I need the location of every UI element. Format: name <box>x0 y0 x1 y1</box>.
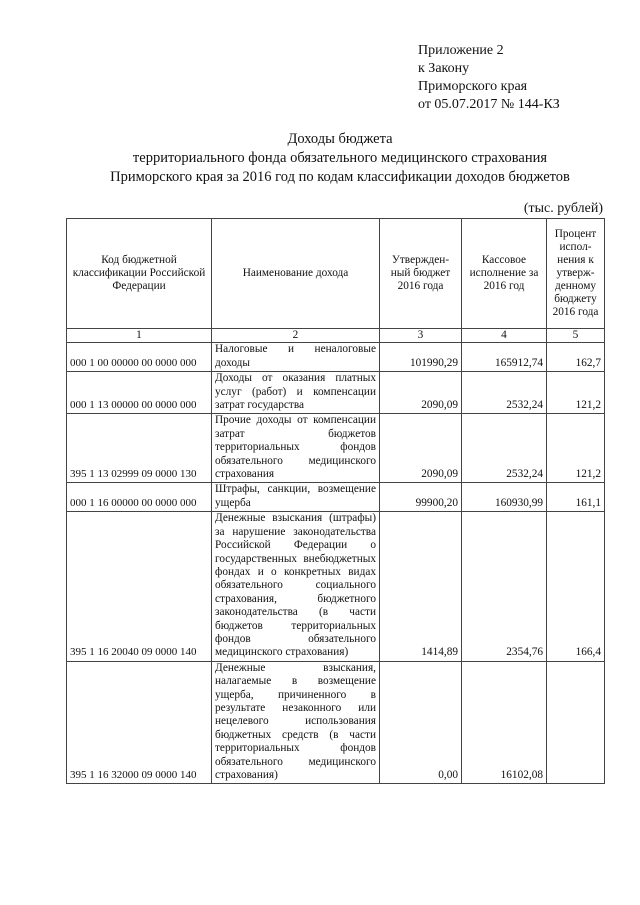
cell-cash: 2532,24 <box>462 414 547 483</box>
appendix-line: от 05.07.2017 № 144-КЗ <box>418 97 560 112</box>
cell-code: 000 1 00 00000 00 0000 000 <box>67 343 212 372</box>
appendix-line: к Закону <box>418 61 470 76</box>
cell-code: 395 1 16 20040 09 0000 140 <box>67 512 212 661</box>
cell-percent <box>547 661 605 784</box>
column-numbers-row <box>67 329 605 343</box>
cell-name: Доходы от оказания платных услуг (работ) и компенсации затрат государства <box>212 372 380 414</box>
column-number: 2 <box>212 329 380 343</box>
header-cash: Кассовое исполнение за 2016 год <box>462 219 547 329</box>
cell-percent: 161,1 <box>547 483 605 512</box>
header-name: Наименование дохода <box>212 219 380 329</box>
cell-name: Штрафы, санкции, возмещение ущерба <box>212 483 380 512</box>
appendix-header <box>418 42 560 114</box>
title-line: Доходы бюджета <box>287 131 393 147</box>
cell-name: Денежные взыскания, налагаемые в возмещение ущерба, причиненного в результате незаконного или нецелевого использования бюджетных средств (в части территориальных фондов обязательного медицинского страхования) <box>212 661 380 784</box>
column-number: 1 <box>67 329 212 343</box>
table-row <box>67 414 605 483</box>
header-code: Код бюджетной классификации Российской Федерации <box>67 219 212 329</box>
table-row <box>67 343 605 372</box>
table-row <box>67 372 605 414</box>
cell-code: 000 1 13 00000 00 0000 000 <box>67 372 212 414</box>
table-row <box>67 661 605 784</box>
cell-approved: 101990,29 <box>380 343 462 372</box>
cell-percent: 121,2 <box>547 372 605 414</box>
column-number: 3 <box>380 329 462 343</box>
cell-cash: 16102,08 <box>462 661 547 784</box>
cell-name: Налоговые и неналоговые доходы <box>212 343 380 372</box>
title-line: территориального фонда обязательного медицинского страхования <box>132 150 548 166</box>
cell-name: Денежные взыскания (штрафы) за нарушение законодательства Российской Федерации о государственных внебюджетных фондах и о конкретных видах обязательного социального страхования, бюджетного законодательства (в части бюджетов территориальных фондов обязательного медицинского страхования) <box>212 512 380 661</box>
revenue-table <box>66 218 605 784</box>
title-line: Приморского края за 2016 год по кодам классификации доходов бюджетов <box>110 169 570 185</box>
cell-percent: 166,4 <box>547 512 605 661</box>
cell-code: 000 1 16 00000 00 0000 000 <box>67 483 212 512</box>
document-title <box>60 130 620 187</box>
cell-code: 395 1 13 02999 09 0000 130 <box>67 414 212 483</box>
appendix-line: Приморского края <box>418 79 528 94</box>
cell-name: Прочие доходы от компенсации затрат бюджетов территориальных фондов обязательного медицинского страхования <box>212 414 380 483</box>
table-row <box>67 483 605 512</box>
header-approved: Утвержден-ный бюджет 2016 года <box>380 219 462 329</box>
cell-cash: 2532,24 <box>462 372 547 414</box>
cell-percent: 162,7 <box>547 343 605 372</box>
cell-approved: 2090,09 <box>380 372 462 414</box>
units-label: (тыс. рублей) <box>523 201 603 216</box>
cell-approved: 2090,09 <box>380 414 462 483</box>
cell-approved: 99900,20 <box>380 483 462 512</box>
column-number: 5 <box>547 329 605 343</box>
cell-approved: 1414,89 <box>380 512 462 661</box>
appendix-line: Приложение 2 <box>418 43 504 58</box>
cell-code: 395 1 16 32000 09 0000 140 <box>67 661 212 784</box>
cell-approved: 0,00 <box>380 661 462 784</box>
cell-cash: 160930,99 <box>462 483 547 512</box>
cell-cash: 2354,76 <box>462 512 547 661</box>
cell-cash: 165912,74 <box>462 343 547 372</box>
cell-percent: 121,2 <box>547 414 605 483</box>
column-number: 4 <box>462 329 547 343</box>
header-percent: Процент испол-нения к утверж-денному бюджету 2016 года <box>547 219 605 329</box>
table-header-row <box>67 219 605 329</box>
table-row <box>67 512 605 661</box>
